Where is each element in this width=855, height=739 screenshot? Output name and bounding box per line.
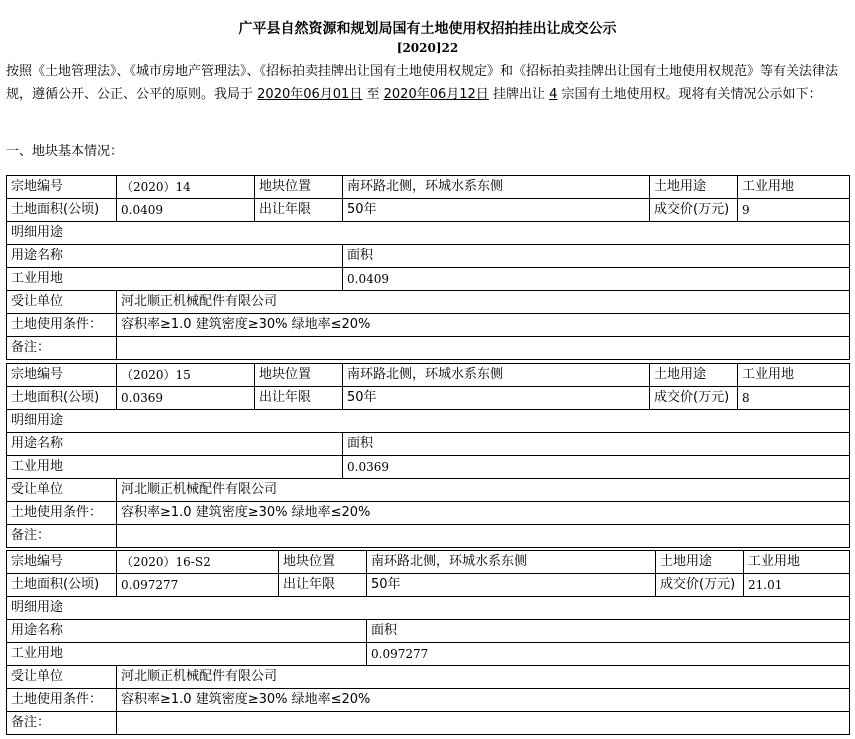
detail-header-row <box>7 433 850 456</box>
detail-header-row <box>7 620 850 643</box>
label-parcel-no: 宗地编号 <box>7 176 117 199</box>
conditions-row <box>7 689 850 712</box>
detail-data-row <box>7 456 850 479</box>
price-value: 8 <box>738 387 850 410</box>
remarks-row <box>7 525 850 548</box>
intro-text-1: 按照《土地管理法》、《城市房地产管理法》、《招标拍卖挂牌出让国有土地使用权规定》和《招标拍卖挂牌出让国有土地使用权规范》等有关法律法规，遵循公开、公正、公平的原则。我局于 <box>6 64 839 102</box>
label-price: 成交价(万元) <box>650 199 738 222</box>
parcel-no-value: （2020）15 <box>117 364 255 387</box>
usage-value: 工业用地 <box>738 364 850 387</box>
parcel-row-1 <box>7 551 850 574</box>
detail-usage-row <box>7 597 850 620</box>
label-location: 地块位置 <box>255 176 343 199</box>
term-value: 50年 <box>367 574 656 597</box>
location-value: 南环路北侧，环城水系东侧 <box>367 551 656 574</box>
start-date: 2020年06月01日 <box>257 87 363 102</box>
area-value: 0.097277 <box>117 574 279 597</box>
usage-value: 工业用地 <box>744 551 850 574</box>
parcel-row-2 <box>7 199 850 222</box>
label-usage-name: 用途名称 <box>7 245 343 268</box>
intro-paragraph <box>6 60 851 106</box>
term-value: 50年 <box>343 387 650 410</box>
area-value: 0.0369 <box>117 387 255 410</box>
label-area-col: 面积 <box>367 620 850 643</box>
label-parcel-no: 宗地编号 <box>7 364 117 387</box>
remarks-row <box>7 337 850 360</box>
label-usage-name: 用途名称 <box>7 433 343 456</box>
section-title: 一、地块基本情况： <box>6 144 124 159</box>
detail-data-row <box>7 643 850 666</box>
label-detail-usage: 明细用途 <box>7 597 850 620</box>
label-location: 地块位置 <box>279 551 367 574</box>
detail-usage-row <box>7 410 850 433</box>
label-conditions: 土地使用条件： <box>7 689 117 712</box>
detail-area-value: 0.097277 <box>367 643 850 666</box>
detail-name-value: 工业用地 <box>7 643 367 666</box>
label-parcel-no: 宗地编号 <box>7 551 117 574</box>
label-remarks: 备注： <box>7 337 117 360</box>
remarks-value <box>117 712 850 735</box>
label-usage-name: 用途名称 <box>7 620 367 643</box>
intro-to: 至 <box>366 87 380 102</box>
label-price: 成交价(万元) <box>650 387 738 410</box>
label-area: 土地面积(公顷) <box>7 387 117 410</box>
conditions-value: 容积率≥1.0 建筑密度≥30% 绿地率≤20% <box>117 502 850 525</box>
conditions-row <box>7 502 850 525</box>
parcel-table <box>6 175 850 360</box>
transferee-value: 河北顺正机械配件有限公司 <box>117 291 850 314</box>
area-value: 0.0409 <box>117 199 255 222</box>
detail-data-row <box>7 268 850 291</box>
intro-text-3: 宗国有土地使用权。现将有关情况公示如下： <box>561 87 822 102</box>
label-area-col: 面积 <box>343 245 850 268</box>
transferee-value: 河北顺正机械配件有限公司 <box>117 666 850 689</box>
parcel-table <box>6 550 850 735</box>
label-term: 出让年限 <box>279 574 367 597</box>
parcel-count: 4 <box>549 87 558 102</box>
price-value: 21.01 <box>744 574 850 597</box>
remarks-value <box>117 337 850 360</box>
label-transferee: 受让单位 <box>7 291 117 314</box>
label-usage: 土地用途 <box>656 551 744 574</box>
parcel-row-2 <box>7 574 850 597</box>
remarks-value <box>117 525 850 548</box>
label-detail-usage: 明细用途 <box>7 410 850 433</box>
label-price: 成交价(万元) <box>656 574 744 597</box>
transferee-row <box>7 479 850 502</box>
label-transferee: 受让单位 <box>7 666 117 689</box>
conditions-value: 容积率≥1.0 建筑密度≥30% 绿地率≤20% <box>117 314 850 337</box>
transferee-value: 河北顺正机械配件有限公司 <box>117 479 850 502</box>
intro-text-2: 挂牌出让 <box>492 87 545 102</box>
parcel-no-value: （2020）16-S2 <box>117 551 279 574</box>
label-usage: 土地用途 <box>650 364 738 387</box>
label-area: 土地面积(公顷) <box>7 574 117 597</box>
end-date: 2020年06月12日 <box>383 87 489 102</box>
label-remarks: 备注： <box>7 712 117 735</box>
doc-number: [2020]22 <box>396 41 459 55</box>
label-area: 土地面积(公顷) <box>7 199 117 222</box>
term-value: 50年 <box>343 199 650 222</box>
label-transferee: 受让单位 <box>7 479 117 502</box>
parcel-row-1 <box>7 364 850 387</box>
price-value: 9 <box>738 199 850 222</box>
label-term: 出让年限 <box>255 387 343 410</box>
conditions-value: 容积率≥1.0 建筑密度≥30% 绿地率≤20% <box>117 689 850 712</box>
usage-value: 工业用地 <box>738 176 850 199</box>
parcel-row-1 <box>7 176 850 199</box>
label-conditions: 土地使用条件： <box>7 314 117 337</box>
detail-name-value: 工业用地 <box>7 268 343 291</box>
transferee-row <box>7 291 850 314</box>
location-value: 南环路北侧，环城水系东侧 <box>343 176 650 199</box>
parcel-table <box>6 363 850 548</box>
transferee-row <box>7 666 850 689</box>
conditions-row <box>7 314 850 337</box>
label-location: 地块位置 <box>255 364 343 387</box>
label-usage: 土地用途 <box>650 176 738 199</box>
detail-header-row <box>7 245 850 268</box>
page-title: 广平县自然资源和规划局国有土地使用权招拍挂出让成交公示 <box>238 21 617 37</box>
parcel-no-value: （2020）14 <box>117 176 255 199</box>
detail-name-value: 工业用地 <box>7 456 343 479</box>
parcel-row-2 <box>7 387 850 410</box>
label-conditions: 土地使用条件： <box>7 502 117 525</box>
label-remarks: 备注： <box>7 525 117 548</box>
detail-usage-row <box>7 222 850 245</box>
remarks-row <box>7 712 850 735</box>
label-term: 出让年限 <box>255 199 343 222</box>
label-area-col: 面积 <box>343 433 850 456</box>
label-detail-usage: 明细用途 <box>7 222 850 245</box>
location-value: 南环路北侧，环城水系东侧 <box>343 364 650 387</box>
detail-area-value: 0.0409 <box>343 268 850 291</box>
detail-area-value: 0.0369 <box>343 456 850 479</box>
